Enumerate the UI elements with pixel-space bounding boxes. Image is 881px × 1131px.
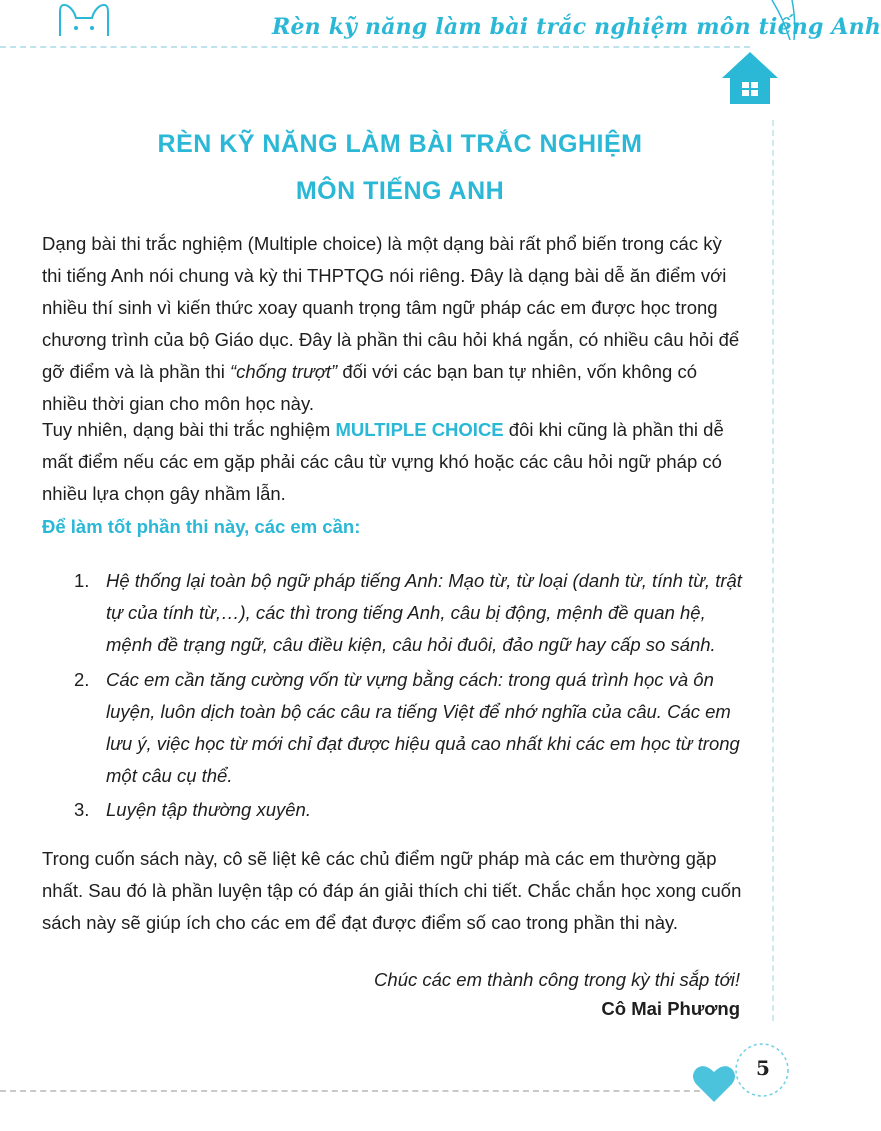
intro-paragraph [42, 228, 742, 420]
list-item-text: Các em cần tăng cường vốn từ vựng bằng cách: trong quá trình học và ôn luyện, luôn dịch toàn bộ các câu ra tiếng Việt để nhớ nghĩa của câu. Các em lưu ý, việc học từ mới chỉ đạt được hiệu quả cao nhất khi các em học từ trong một câu cụ thể. [106, 669, 740, 786]
multiple-choice-highlight: MULTIPLE CHOICE [335, 419, 504, 440]
intro-quote: “chống trượt” [230, 361, 338, 382]
page-number: 5 [756, 1056, 770, 1080]
page-title-line-1: RÈN KỸ NĂNG LÀM BÀI TRẮC NGHIỆM [157, 130, 643, 158]
heart-balloon-icon [690, 1062, 738, 1104]
list-item [74, 794, 744, 826]
caution-text-1: Tuy nhiên, dạng bài thi trắc nghiệm [42, 419, 336, 440]
list-item-text: Luyện tập thường xuyên. [106, 799, 311, 820]
closing-block [374, 965, 740, 1023]
list-item-number: 1. [74, 570, 90, 591]
list-item-number: 2. [74, 669, 90, 690]
header-divider [0, 46, 750, 48]
intro-text-2: đối với các bạn ban tự nhiên, vốn không có nhiều thời gian cho môn học này. [42, 361, 698, 414]
book-overview-paragraph: Trong cuốn sách này, cô sẽ liệt kê các chủ điểm ngữ pháp mà các em thường gặp nhất. Sau đó là phần luyện tập có đáp án giải thích chi tiết. Chắc chắn học xong cuốn sách này sẽ giúp ích cho các em để đạt được điểm số cao trong phần thi này. [42, 848, 742, 933]
bunny-doodle-icon [54, 0, 114, 36]
closing-wish: Chúc các em thành công trong kỳ thi sắp tới! [374, 969, 740, 990]
side-divider [772, 120, 774, 1021]
list-item-text: Hệ thống lại toàn bộ ngữ pháp tiếng Anh: Mạo từ, từ loại (danh từ, tính từ, trật tự của tính từ,…), các thì trong tiếng Anh, câu bị động, mệnh đề quan hệ, mệnh đề trạng ngữ, câu điều kiện, câu hỏi đuôi, đảo ngữ hay cấp so sánh. [106, 570, 742, 655]
running-header: Rèn kỹ năng làm bài trắc nghiệm môn tiếng Anh [272, 14, 881, 40]
list-item [74, 664, 744, 792]
footer-divider [0, 1090, 720, 1092]
caution-paragraph [42, 414, 742, 510]
balloon-house-icon [712, 0, 802, 115]
intro-text-1: Dạng bài thi trắc nghiệm (Multiple choice) là một dạng bài rất phổ biến trong các kỳ thi tiếng Anh nói chung và kỳ thi THPTQG nói riêng. Đây là dạng bài dễ ăn điểm với nhiều thí sinh vì kiến thức xoay quanh trọng tâm ngữ pháp các em được học trong chương trình của bộ Giáo dục. Đây là phần thi câu hỏi khá ngắn, có nhiều câu hỏi để gỡ điểm và là phần thi [42, 233, 740, 382]
caution-text-2: đôi khi cũng là phần thi dễ mất điểm nếu các em gặp phải các câu từ vựng khó hoặc các câu hỏi ngữ pháp có nhiều lựa chọn gây nhầm lẫn. [42, 419, 724, 504]
list-item [74, 565, 744, 661]
tips-subheading: Để làm tốt phần thi này, các em cần: [42, 516, 361, 537]
author-signature: Cô Mai Phương [601, 998, 740, 1019]
page-title-line-2: MÔN TIẾNG ANH [295, 177, 505, 205]
list-item-number: 3. [74, 799, 90, 820]
